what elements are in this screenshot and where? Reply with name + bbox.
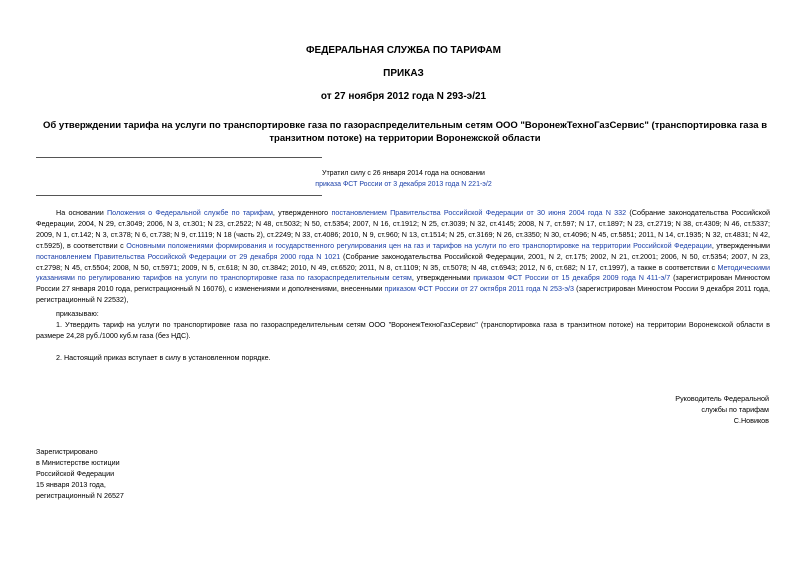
- basis-paragraph: [36, 208, 770, 306]
- link-fst-regulation[interactable]: Положения о Федеральной службе по тарифам: [107, 208, 273, 217]
- basis-text: На основании: [56, 208, 107, 217]
- registration-line: Зарегистрировано: [36, 447, 98, 456]
- basis-text: (Собрание законодательства Российской Федерации, 2001, N 2, ст.175; 2002, N 21, ст.2001; 2006, N 50, ст.5354; 2007, N 23, ст.2798; N 45, ст.5504; 2008, N 50, ст.5971; 2009, N 5, ст.618; N 30, ст.3842; 2010, N 49, ст.6520; 2011, N 8, ст.1109; N 35, ст.5078; N 48, ст.6943; 2012, N 6, ст.682; N 17, ст.1997), а также в соответствии с: [36, 251, 770, 272]
- basis-text: (Собрание законодательства Российской Федерации, 2004, N 29, ст.3049; 2006, N 3, ст.301; N 23, ст.2522; N 48, ст.5032; N 50, ст.5354; 2007, N 16, ст.1912; N 25, ст.3039; N 32, ст.4145; 2008, N 7, ст.597; N 17, ст.1897; N 23, ст.2719; N 38, ст.4309; N 46, ст.5337; 2009, N 1, ст.142; N 3, ст.378; N 6, ст.738; N 9, ст.1119; N 18 (часть 2), ст.2249; N 33, ст.4086; 2010, N 9, ст.960; N 13, ст.1514; N 25, ст.3169; N 26, ст.3350; N 30, ст.4096; N 45, ст.5851; 2011, N 14, ст.1935; N 32, ст.4831; N 42, ст.5925), в соответствии с: [36, 208, 771, 250]
- divider-top: [36, 157, 322, 158]
- status-note-line: Утратил силу с 26 января 2014 года на основании: [322, 170, 485, 177]
- link-government-decree-332[interactable]: постановлением Правительства Российской Федерации от 30 июня 2004 года N 332: [331, 208, 627, 217]
- basis-text: , утвержденными: [711, 240, 771, 250]
- link-gas-pricing-basics[interactable]: Основными положениями формирования и государственного регулирования цен на газ и тарифов на услуги по его транспортировке на территории Российской Федерации: [126, 240, 712, 250]
- registration-line: регистрационный N 26527: [36, 490, 124, 500]
- basis-text: (зарегистрирован Минюстом России 27 января 2010 года, регистрационный N 16076), с изменениями и дополнениями, внесенными: [36, 273, 771, 294]
- order-item-1: 1. Утвердить тариф на услуги по транспортировке газа по газораспределительным сетям ООО "ВоронежТехноГазСервис" (транспортировка газа в транзитном потоке) на территории Воронежской области в размере 24,28 руб./1000 куб.м газа (без НДС).: [36, 320, 770, 340]
- order-word: приказываю:: [56, 309, 99, 318]
- doc-date-number: от 27 ноября 2012 года N 293-э/21: [320, 91, 487, 102]
- order-item-2: 2. Настоящий приказ вступает в силу в установленном порядке.: [56, 353, 271, 362]
- basis-text: , утвержденного: [272, 208, 332, 217]
- basis-text: (зарегистрирован Минюстом России 9 декабря 2011 года, регистрационный N 22532),: [36, 284, 770, 305]
- registration-line: Российской Федерации: [36, 468, 115, 478]
- status-note-link[interactable]: приказа ФСТ России от 3 декабря 2013 года N 221-э/2: [315, 181, 492, 188]
- signature-line: Руководитель Федеральной: [675, 394, 769, 403]
- signature-name: С.Новиков: [733, 415, 769, 425]
- link-fst-order-253[interactable]: приказом ФСТ России от 27 октября 2011 года N 253-э/3: [384, 284, 575, 294]
- basis-text: , утвержденными: [411, 273, 474, 283]
- doc-title: Об утверждении тарифа на услуги по транспортировке газа по газораспределительным сетям ООО "ВоронежТехноГазСервис" (транспортировка газа в транзитном потоке) на территории Воронежской области: [42, 120, 768, 144]
- registration-line: 15 января 2013 года,: [36, 479, 106, 489]
- signature-line: службы по тарифам: [701, 404, 769, 414]
- doc-type-heading: ПРИКАЗ: [383, 68, 424, 79]
- link-methodical-guidelines[interactable]: Методическими указаниями по регулированию тарифов на услуги по транспортировке газа по газораспределительным сетям: [36, 262, 770, 283]
- divider-bottom: [36, 195, 322, 196]
- registration-line: в Министерстве юстиции: [36, 457, 120, 467]
- registration-block: [36, 447, 236, 502]
- signature-block: [569, 394, 769, 427]
- link-government-decree-1021[interactable]: постановлением Правительства Российской Федерации от 29 декабря 2000 года N 1021: [36, 251, 341, 261]
- agency-heading: ФЕДЕРАЛЬНАЯ СЛУЖБА ПО ТАРИФАМ: [306, 45, 501, 56]
- link-fst-order-411[interactable]: приказом ФСТ России от 15 декабря 2009 года N 411-э/7: [473, 273, 671, 283]
